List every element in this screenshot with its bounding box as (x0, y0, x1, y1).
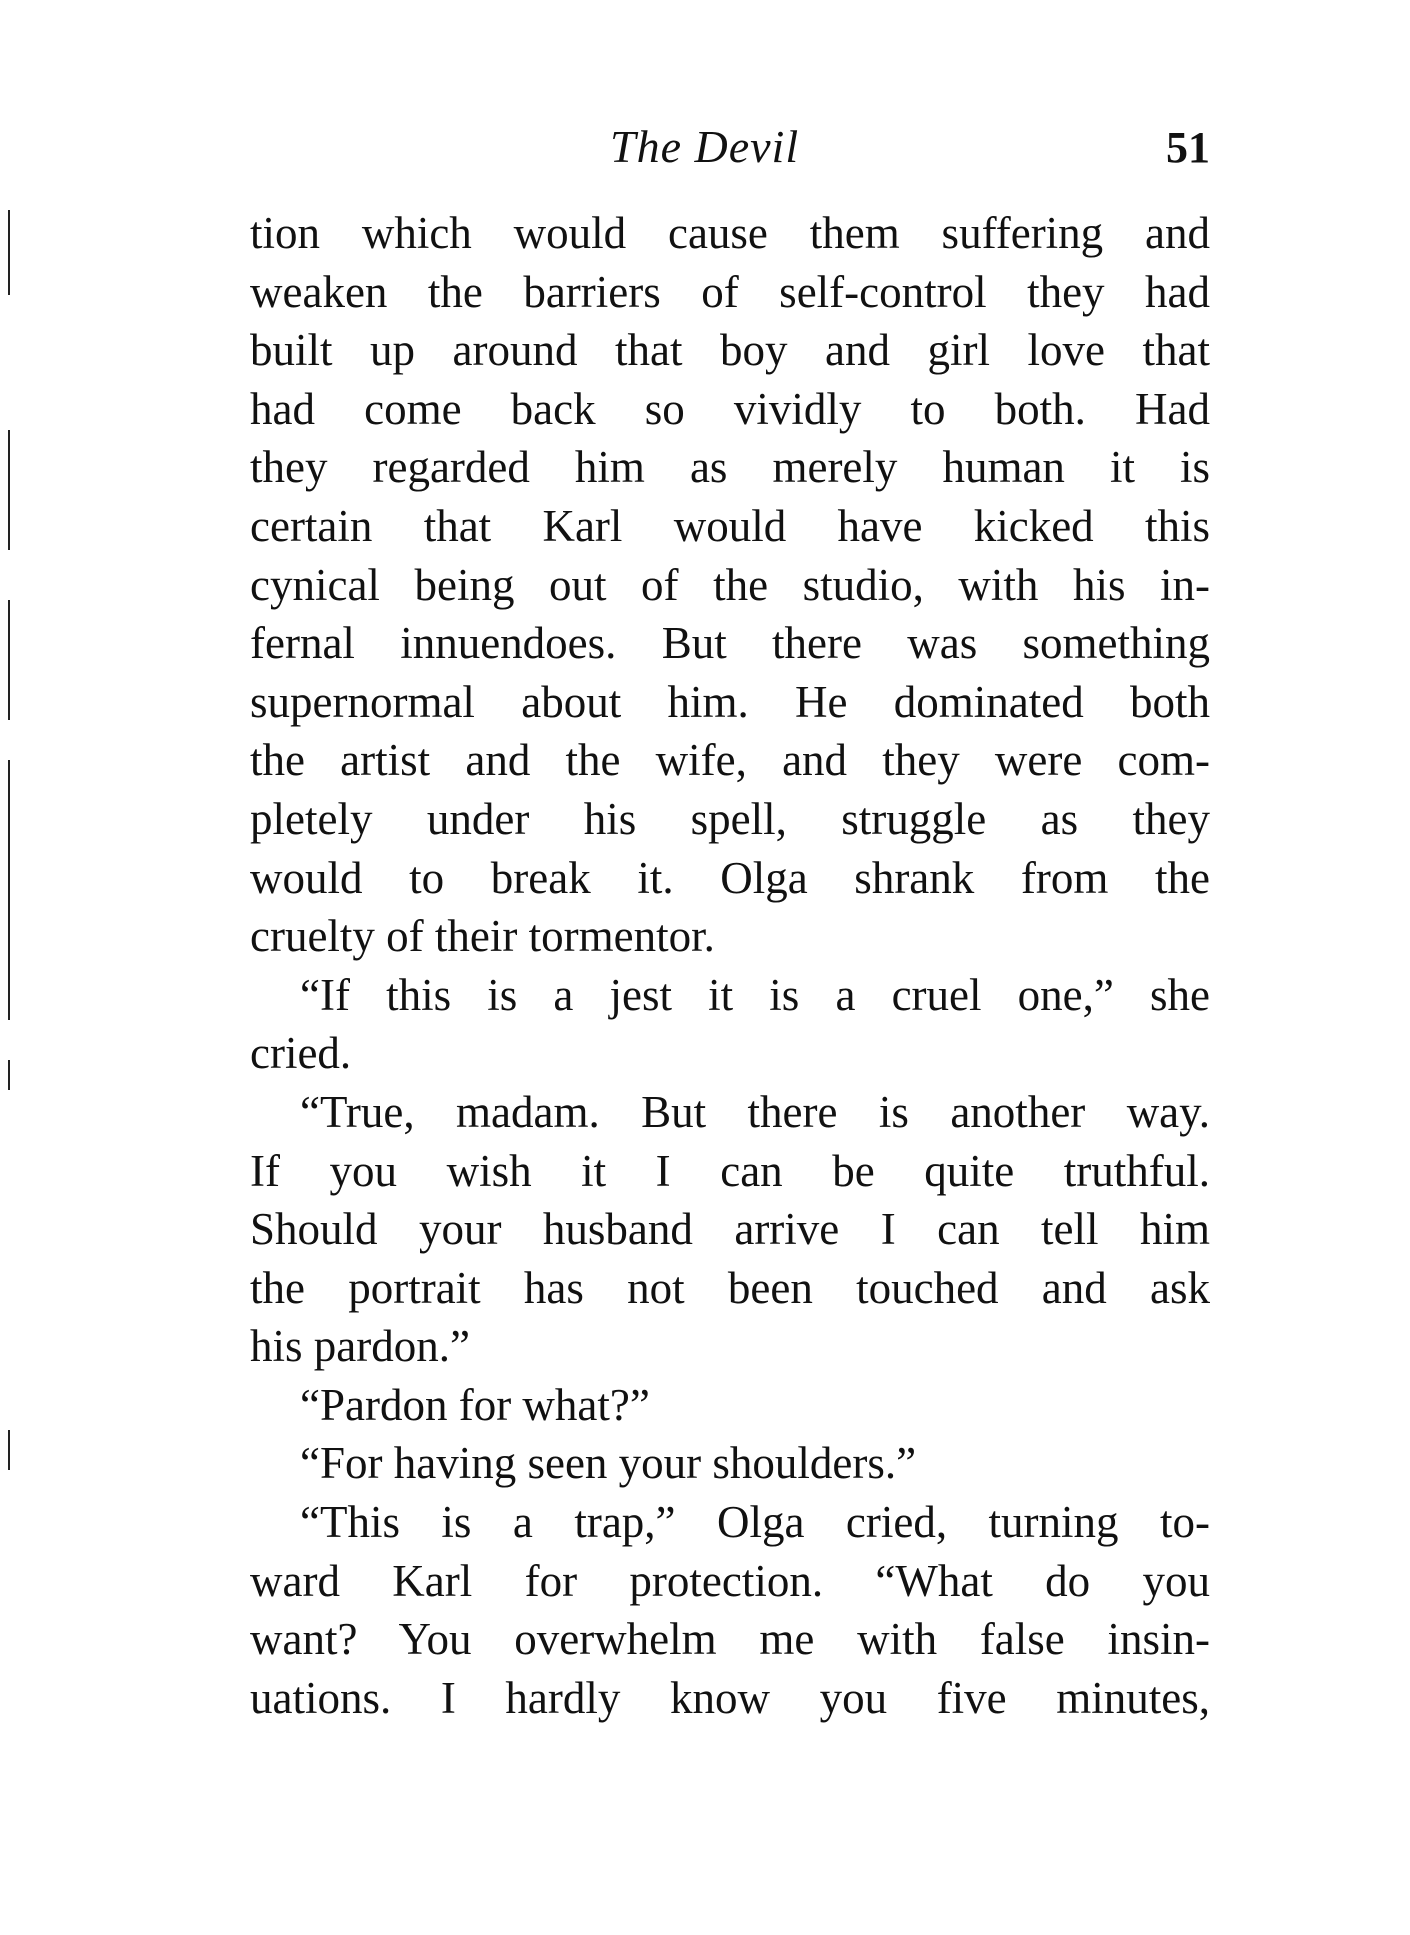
text-line: “True, madam. But there is another way. (300, 1086, 1210, 1137)
text-line: cried. (250, 1028, 352, 1079)
text-line: tion which would cause them suffering and (250, 208, 1210, 258)
scan-mark (8, 1060, 10, 1090)
text-line: If you wish it I can be quite truthful. (250, 1145, 1210, 1196)
text-line: fernal innuendoes. But there was something (250, 618, 1210, 669)
text-line: “This is a trap,” Olga cried, turning to- (300, 1497, 1210, 1548)
scan-mark (8, 210, 10, 295)
scan-mark (8, 1430, 10, 1470)
text-line: weaken the barriers of self-control they had (250, 266, 1210, 317)
text-line: Should your husband arrive I can tell him (250, 1204, 1210, 1255)
text-line: “Pardon for what?” (300, 1379, 650, 1430)
scan-mark (8, 760, 10, 1020)
scan-mark (8, 430, 10, 550)
text-line: supernormal about him. He dominated both (250, 676, 1210, 727)
text-line: the portrait has not been touched and ask (250, 1262, 1210, 1313)
text-line: pletely under his spell, struggle as they (250, 793, 1210, 844)
text-line: “For having seen your shoulders.” (300, 1438, 917, 1489)
text-line: had come back so vividly to both. Had (250, 383, 1210, 434)
text-line: cynical being out of the studio, with his in- (250, 559, 1210, 610)
text-line: cruelty of their tormentor. (250, 911, 715, 962)
text-line: certain that Karl would have kicked this (250, 500, 1210, 551)
text-line: they regarded him as merely human it is (250, 442, 1210, 493)
text-line: want? You overwhelm me with false insin- (250, 1614, 1210, 1665)
text-line: the artist and the wife, and they were com- (250, 735, 1210, 786)
text-line: ward Karl for protection. “What do you (250, 1555, 1210, 1606)
text-line: uations. I hardly know you five minutes, (250, 1672, 1210, 1723)
page-number: 51 (1166, 123, 1210, 172)
running-head (250, 120, 1210, 180)
text-line: would to break it. Olga shrank from the (250, 852, 1210, 903)
running-title: The Devil (610, 121, 800, 172)
text-line: “If this is a jest it is a cruel one,” she (300, 969, 1210, 1020)
text-line: built up around that boy and girl love that (250, 325, 1210, 376)
body-text (250, 204, 1210, 1727)
text-line: his pardon.” (250, 1321, 470, 1372)
scan-mark (8, 600, 10, 720)
